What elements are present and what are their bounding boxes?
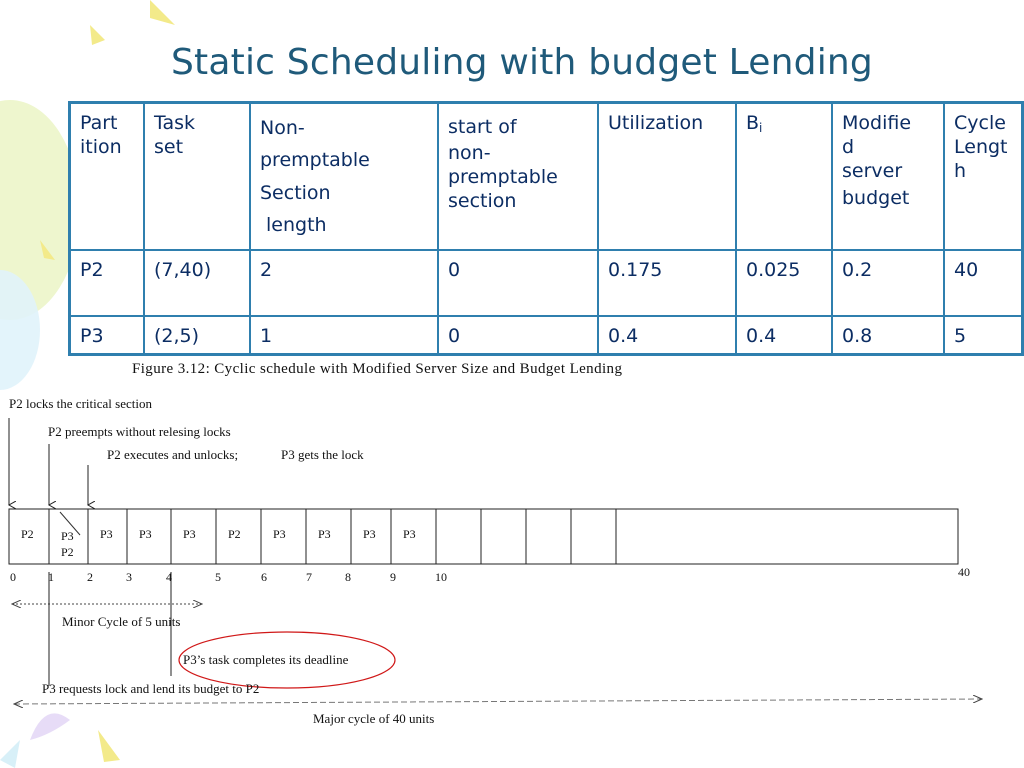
cell-utilization: 0.4 <box>598 316 736 354</box>
tick-label: 3 <box>126 570 132 584</box>
slot-label: P3 <box>139 527 152 541</box>
header-utilization: Utilization <box>598 103 736 251</box>
timeline-ticks <box>10 570 447 584</box>
annotation-p3-gets-lock: P3 gets the lock <box>281 447 364 462</box>
header-np-section-length: Non- premptable Section length <box>250 103 438 251</box>
slot-label: P2 <box>21 527 34 541</box>
cell-b-i: 0.025 <box>736 250 832 316</box>
slot-label: P3 <box>183 527 196 541</box>
schedule-slot <box>481 509 526 564</box>
tick-label: 8 <box>345 570 351 584</box>
annotation-p2-locks: P2 locks the critical section <box>9 396 152 411</box>
cell-np-start: 0 <box>438 250 598 316</box>
annotation-p2-executes: P2 executes and unlocks; <box>107 447 239 462</box>
cell-modified-budget: 0.8 <box>832 316 944 354</box>
scheduling-table <box>68 101 1024 356</box>
slot-label: P3 <box>61 529 74 543</box>
cell-utilization: 0.175 <box>598 250 736 316</box>
slot-label: P3 <box>273 527 286 541</box>
header-modified-server-budget: Modifie d server budget <box>832 103 944 251</box>
header-start-np-section: start of non- premptable section <box>438 103 598 251</box>
header-cycle-length: Cycle Lengt h <box>944 103 1023 251</box>
annotation-p3-completes: P3’s task completes its deadline <box>183 652 349 667</box>
schedule-slot <box>571 509 616 564</box>
tick-label: 0 <box>10 570 16 584</box>
slot-label: P2 <box>61 545 74 559</box>
tick-end: 40 <box>958 565 970 579</box>
tick-label: 6 <box>261 570 267 584</box>
tick-label: 2 <box>87 570 93 584</box>
table-header-row <box>70 103 1023 251</box>
header-b-i: Bi <box>736 103 832 251</box>
schedule-timeline <box>9 509 958 564</box>
cyclic-schedule-figure <box>0 350 1024 768</box>
slot-label: P3 <box>318 527 331 541</box>
cell-partition: P2 <box>70 250 145 316</box>
slot-label: P3 <box>363 527 376 541</box>
figure-caption: Figure 3.12: Cyclic schedule with Modified Server Size and Budget Lending <box>132 361 623 377</box>
cell-cycle-length: 5 <box>944 316 1023 354</box>
cell-cycle-length: 40 <box>944 250 1023 316</box>
table-row <box>70 250 1023 316</box>
schedule-slot <box>616 509 958 564</box>
annotation-p3-requests: P3 requests lock and lend its budget to P2 <box>42 681 260 696</box>
tick-label: 7 <box>306 570 312 584</box>
tick-label: 5 <box>215 570 221 584</box>
major-cycle-span <box>14 699 982 704</box>
tick-label: 9 <box>390 570 396 584</box>
cell-np-length: 1 <box>250 316 438 354</box>
cell-task-set: (7,40) <box>144 250 250 316</box>
schedule-slot <box>436 509 481 564</box>
header-task-set: Task set <box>144 103 250 251</box>
tick-label: 4 <box>166 570 172 584</box>
tick-label: 1 <box>48 570 54 584</box>
tick-label: 10 <box>435 570 447 584</box>
cell-task-set: (2,5) <box>144 316 250 354</box>
header-partition: Part ition <box>70 103 145 251</box>
table-row <box>70 316 1023 354</box>
cell-modified-budget: 0.2 <box>832 250 944 316</box>
cell-np-start: 0 <box>438 316 598 354</box>
slot-label: P3 <box>403 527 416 541</box>
slot-label: P2 <box>228 527 241 541</box>
cell-np-length: 2 <box>250 250 438 316</box>
schedule-slot <box>526 509 571 564</box>
cell-partition: P3 <box>70 316 145 354</box>
annotation-p2-preempts: P2 preempts without relesing locks <box>48 424 231 439</box>
slot-label: P3 <box>100 527 113 541</box>
annotation-major-cycle: Major cycle of 40 units <box>313 711 435 726</box>
slide-title: Static Scheduling with budget Lending <box>171 42 873 83</box>
annotation-minor-cycle: Minor Cycle of 5 units <box>62 614 181 629</box>
cell-b-i: 0.4 <box>736 316 832 354</box>
